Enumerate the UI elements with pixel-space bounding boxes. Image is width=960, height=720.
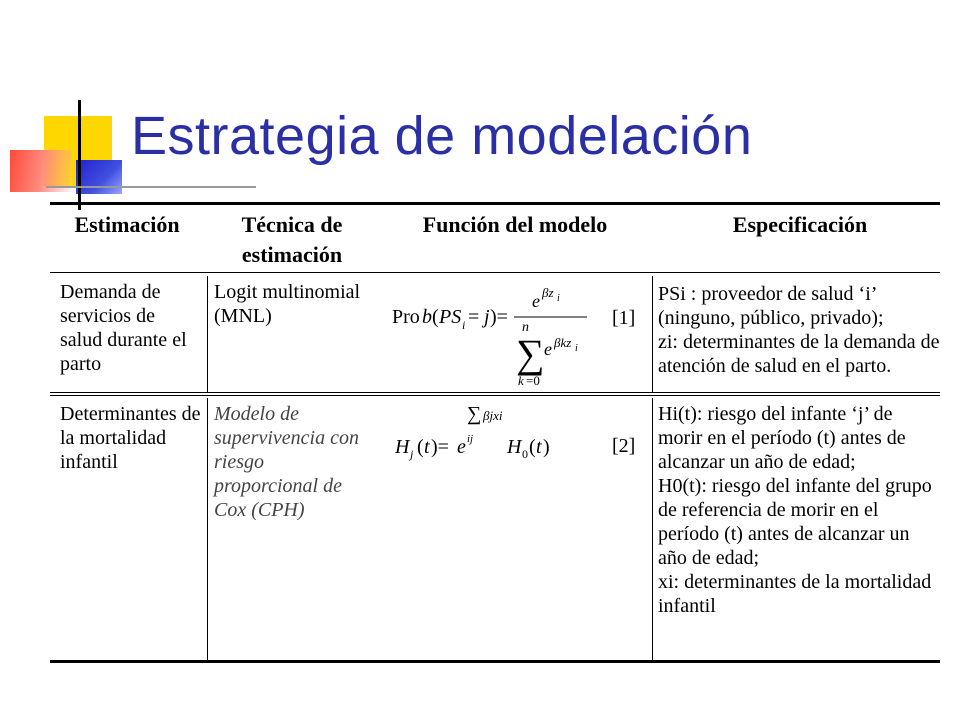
decor-vertical-line [78, 100, 81, 210]
header-estimacion: Estimación [74, 212, 180, 237]
svg-text:i: i [462, 318, 466, 332]
col-separator [207, 276, 208, 392]
header-especificacion: Especificación [732, 212, 868, 237]
row2-especificacion [658, 402, 940, 618]
svg-text:)=: )= [431, 436, 449, 458]
svg-text:=: = [468, 306, 480, 328]
row1-spec-item: zi: determinantes de la demanda de atención de salud en el parto. [658, 331, 940, 377]
svg-text:j: j [410, 447, 414, 461]
svg-text:e: e [544, 339, 552, 359]
svg-text:PS: PS [439, 306, 462, 328]
svg-text:(: ( [432, 306, 439, 328]
svg-text:βkz: βkz [554, 335, 572, 350]
slide-title: Estrategia de modelación [131, 106, 753, 166]
svg-text:H: H [395, 436, 410, 458]
svg-text:j: j [484, 306, 490, 328]
svg-text:=0: =0 [526, 373, 540, 388]
table-rule-top [50, 202, 940, 205]
svg-text:e: e [457, 436, 466, 458]
decor-horizontal-line [46, 186, 256, 188]
svg-text:ij: ij [467, 433, 474, 445]
svg-text:e: e [532, 291, 540, 311]
row2-estimacion: Determinantes de la mortalidad infantil [60, 403, 201, 473]
svg-text:i: i [557, 293, 560, 304]
svg-text:b: b [422, 306, 432, 328]
cph-formula-graphic [395, 398, 610, 468]
header-funcion: Función del modelo [422, 212, 608, 237]
svg-text:∑: ∑ [467, 403, 482, 425]
col-separator [207, 398, 208, 660]
header-tecnica: Técnica de estimación [241, 212, 343, 267]
svg-text:)=: )= [490, 306, 508, 328]
row2-formula-number: [2] [612, 435, 636, 457]
row2-spec-item: Hi(t): riesgo del infante ‘j’ de morir en el período (t) antes de alcanzar un año de edad; [658, 403, 906, 473]
mnl-formula-graphic [392, 285, 607, 390]
table-rule-bottom [50, 660, 940, 663]
col-separator [652, 276, 653, 392]
svg-text:(: ( [529, 436, 536, 458]
decor-blue-square [76, 160, 122, 194]
svg-text:(: ( [417, 436, 424, 458]
svg-text:): ) [543, 436, 550, 458]
row2-spec-item: xi: determinantes de la mortalidad infantil [658, 571, 932, 617]
svg-text:H: H [507, 436, 522, 458]
svg-text:Pro: Pro [392, 306, 420, 328]
row1-formula [392, 285, 607, 390]
row1-estimacion: Demanda de servicios de salud durante el parto [60, 281, 187, 375]
svg-text:t: t [424, 436, 430, 458]
svg-text:k: k [518, 373, 524, 388]
col-separator [652, 398, 653, 660]
row1-formula-number: [1] [612, 307, 636, 329]
svg-text:βjxi: βjxi [483, 408, 503, 423]
row1-especificacion [658, 282, 940, 378]
svg-text:i: i [575, 343, 578, 354]
svg-text:βz: βz [542, 285, 554, 300]
table-rule-row [50, 392, 940, 396]
svg-text:∑: ∑ [516, 331, 545, 376]
svg-text:t: t [536, 436, 542, 458]
row2-formula [395, 398, 610, 468]
row2-tecnica: Modelo de supervivencia con riesgo proporcional de Cox (CPH) [214, 403, 359, 521]
table-rule-header [50, 272, 940, 273]
row1-spec-item: PSi : proveedor de salud ‘i’ (ninguno, público, privado); [658, 283, 884, 329]
row2-spec-item: H0(t): riesgo del infante del grupo de referencia de morir en el período (t) antes de alcanzar un año de edad; [658, 475, 932, 569]
svg-text:0: 0 [522, 447, 528, 461]
row1-tecnica: Logit multinomial (MNL) [214, 281, 361, 327]
svg-text:n: n [522, 320, 529, 335]
